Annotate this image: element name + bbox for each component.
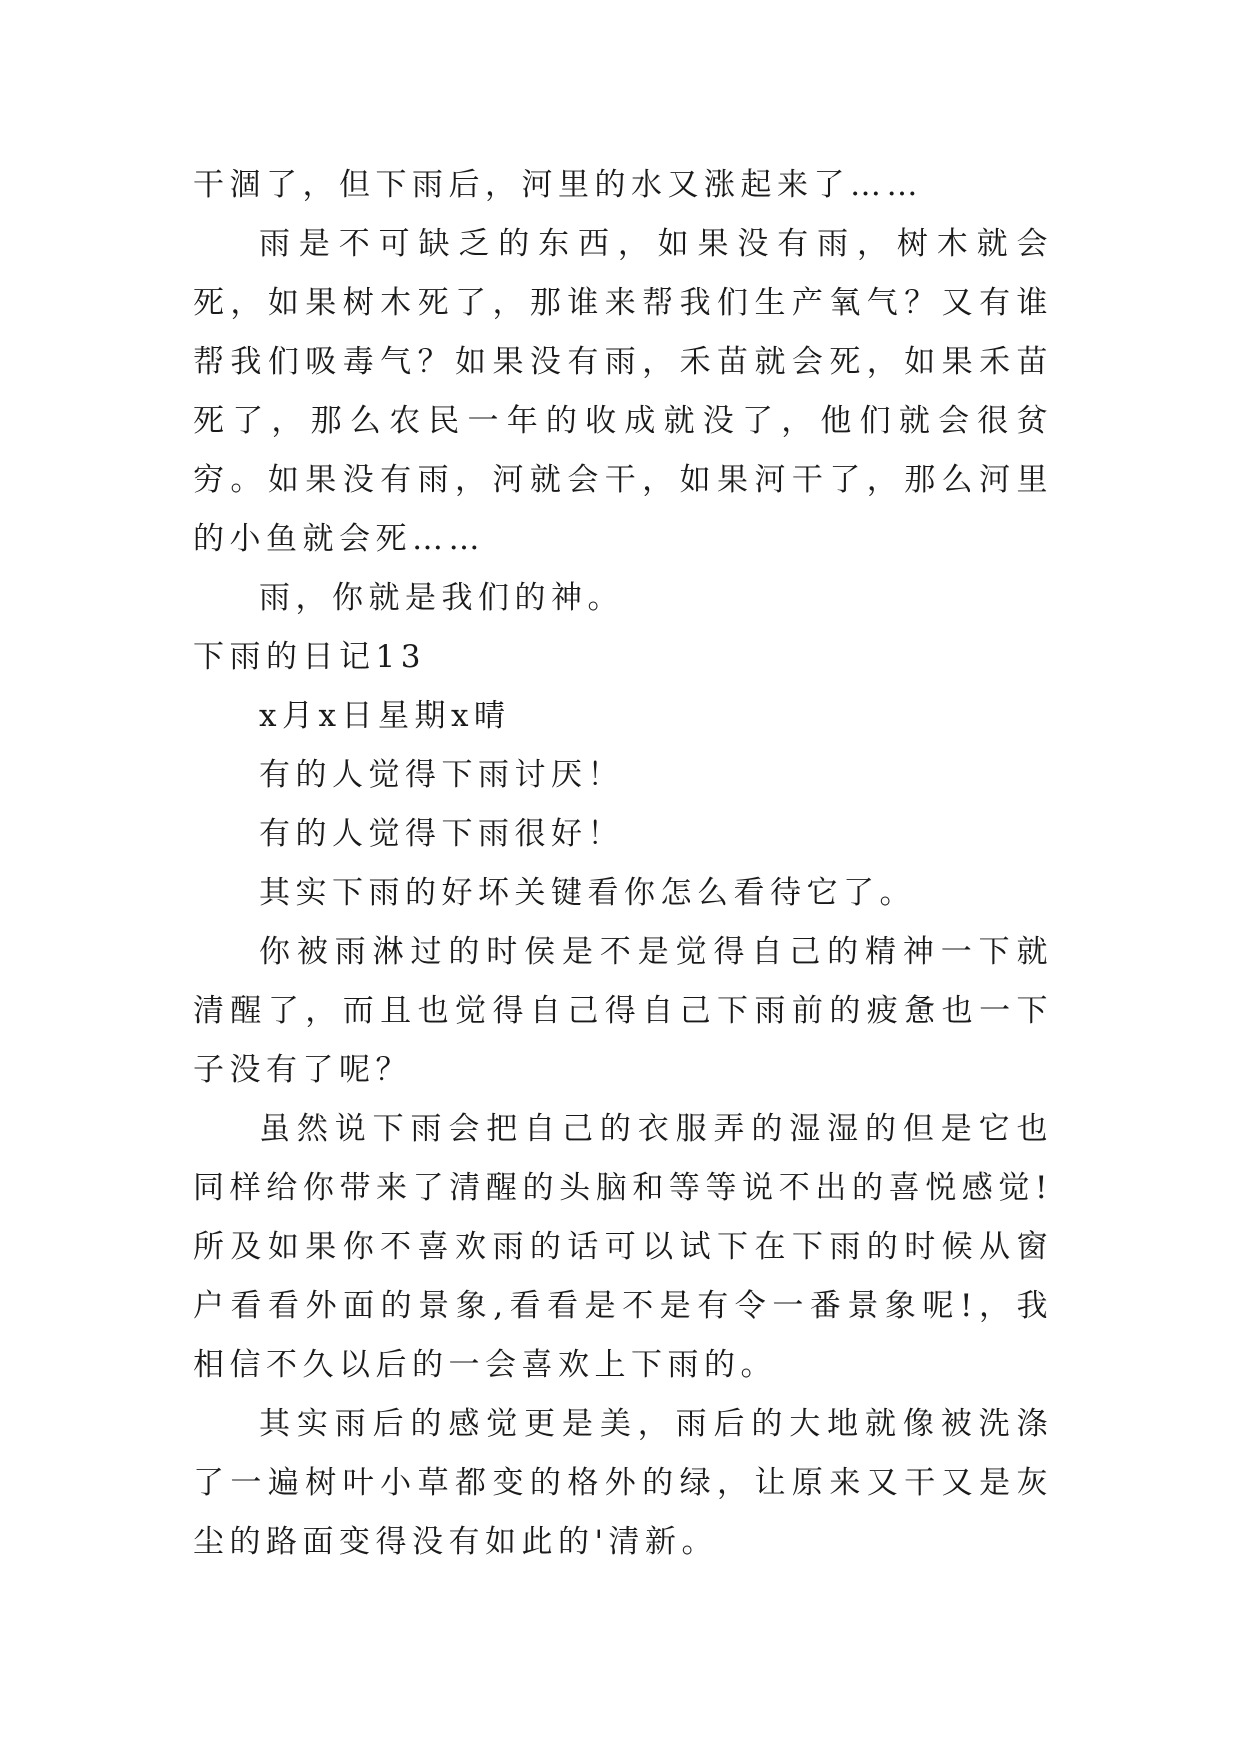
paragraph: 其实雨后的感觉更是美，雨后的大地就像被洗涤了一遍树叶小草都变的格外的绿，让原来又干又是灰尘的路面变得没有如此的'清新。	[193, 1406, 1053, 1560]
paragraph: 有的人觉得下雨讨厌！	[259, 757, 624, 793]
text-block-top	[193, 156, 1053, 628]
paragraph: 雨是不可缺乏的东西，如果没有雨，树木就会死，如果树木死了，那谁来帮我们生产氧气？又有谁帮我们吸毒气？如果没有雨，禾苗就会死，如果禾苗死了，那么农民一年的收成就没了，他们就会很贫穷。如果没有雨，河就会干，如果河干了，那么河里的小鱼就会死……	[193, 226, 1053, 557]
paragraph: 虽然说下雨会把自己的衣服弄的湿湿的但是它也同样给你带来了清醒的头脑和等等说不出的喜悦感觉!所及如果你不喜欢雨的话可以试下在下雨的时候从窗户看看外面的景象,看看是不是有令一番景象呢!，我相信不久以后的一会喜欢上下雨的。	[193, 1111, 1053, 1383]
paragraph: 干涸了，但下雨后，河里的水又涨起来了……	[193, 167, 923, 203]
text-block-diary-13	[193, 628, 1053, 1572]
section-title: 下雨的日记13	[193, 639, 426, 675]
paragraph: 你被雨淋过的时侯是不是觉得自己的精神一下就清醒了，而且也觉得自己得自己下雨前的疲惫也一下子没有了呢？	[193, 934, 1053, 1088]
paragraph: 雨，你就是我们的神。	[259, 580, 624, 616]
paragraph: 有的人觉得下雨很好！	[259, 816, 624, 852]
paragraph: 其实下雨的好坏关键看你怎么看待它了。	[259, 875, 916, 911]
diary-date-line: x月x日星期x晴	[259, 698, 511, 734]
